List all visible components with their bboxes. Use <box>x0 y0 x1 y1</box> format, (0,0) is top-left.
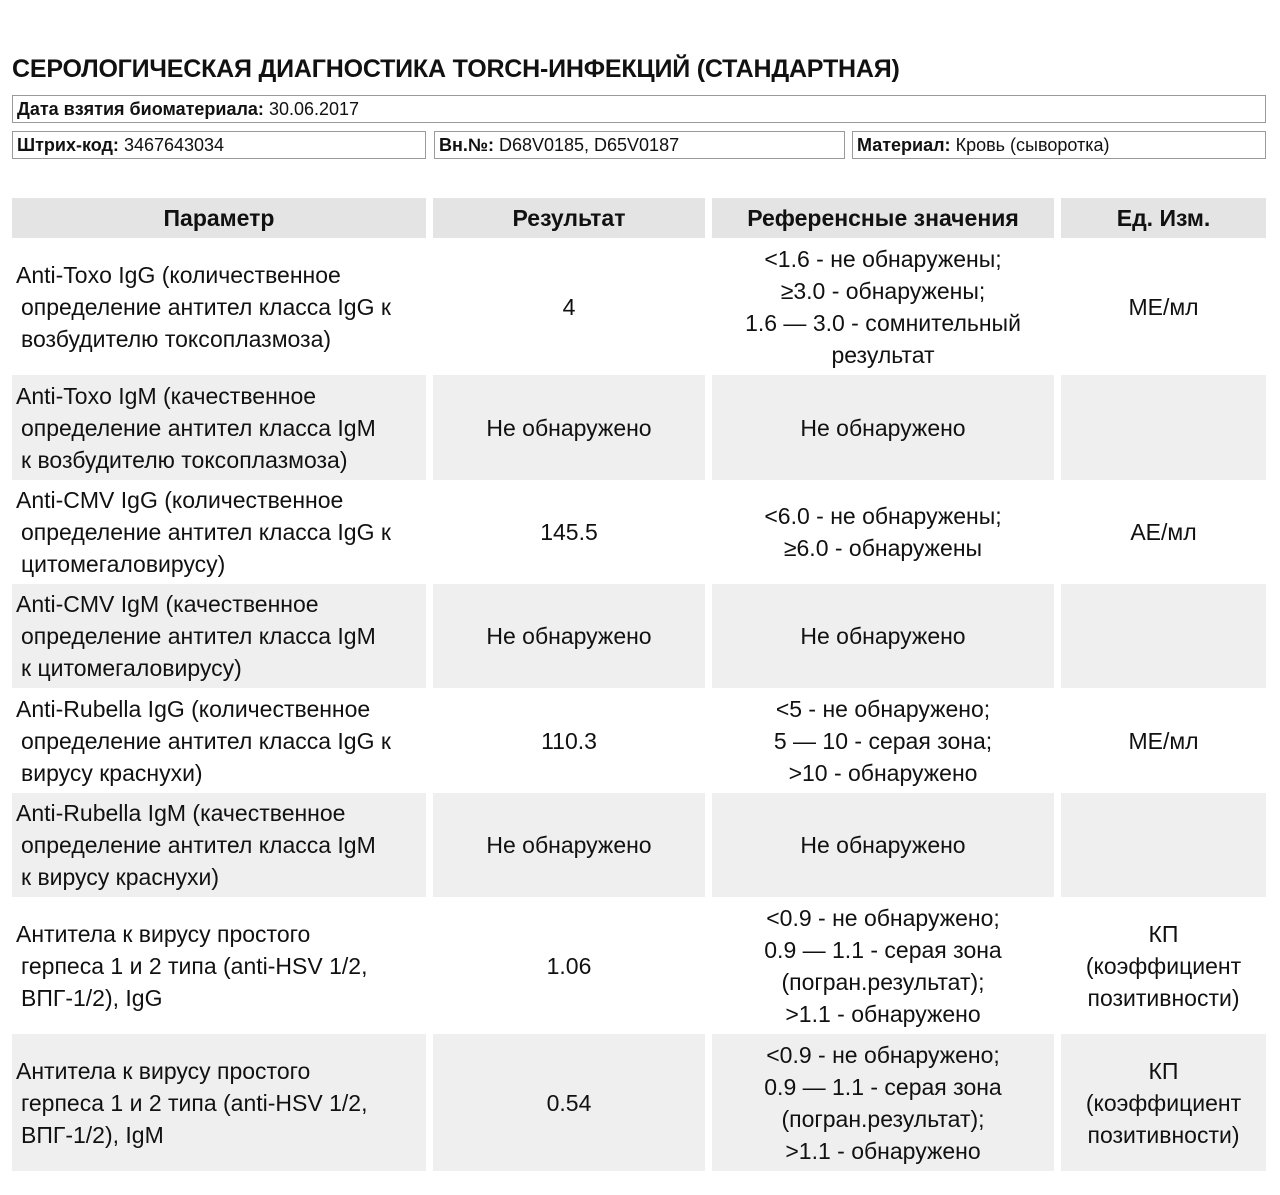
table-row <box>0 688 1280 793</box>
result-cell <box>433 480 705 584</box>
reference-cell <box>712 688 1054 793</box>
reference-line: 0.9 — 1.1 - серая зона <box>764 1073 1002 1100</box>
param-line: Антитела к вирусу простого <box>16 1057 311 1084</box>
unit-cell <box>1061 1034 1266 1171</box>
param-line: возбудителю токсоплазмоза) <box>21 325 332 352</box>
table-row <box>0 897 1280 1034</box>
unit-cell <box>1061 375 1266 480</box>
barcode-value: 3467643034 <box>123 135 225 155</box>
param-line: Anti-Toxo IgM (качественное <box>16 382 317 409</box>
header-parameter: Параметр <box>12 198 426 238</box>
reference-line: Не обнаружено <box>800 832 966 858</box>
reference-line: 5 — 10 - серая зона; <box>773 727 993 754</box>
result-cell <box>433 897 705 1034</box>
reference-line: >1.1 - обнаружено <box>785 1137 981 1164</box>
material-field <box>852 131 1266 159</box>
reference-cell <box>712 1034 1054 1171</box>
param-cell <box>12 688 426 793</box>
reference-line: ≥6.0 - обнаружены <box>783 535 983 561</box>
unit-line: МЕ/мл <box>1128 727 1199 754</box>
reference-line: 1.6 — 3.0 - сомнительный <box>745 309 1021 336</box>
result-line: 1.06 <box>546 952 592 979</box>
unit-cell <box>1061 480 1266 584</box>
param-line: к цитомегаловирусу) <box>21 655 242 681</box>
reference-line: >1.1 - обнаружено <box>785 1000 981 1027</box>
reference-line: <0.9 - не обнаружено; <box>766 904 1000 931</box>
reference-line: <6.0 - не обнаружены; <box>764 503 1002 529</box>
unit-cell <box>1061 897 1266 1034</box>
param-line: Anti-CMV IgG (количественное <box>16 487 344 513</box>
reference-line: Не обнаружено <box>800 414 966 441</box>
unit-line: КП <box>1148 1057 1179 1084</box>
barcode-label: Штрих-код: <box>17 135 119 155</box>
sample-date-value: 30.06.2017 <box>268 99 360 119</box>
result-cell <box>433 688 705 793</box>
reference-cell <box>712 480 1054 584</box>
reference-line: >10 - обнаружено <box>788 759 978 786</box>
param-cell <box>12 584 426 688</box>
unit-cell <box>1061 584 1266 688</box>
param-cell <box>12 897 426 1034</box>
material-label: Материал: <box>857 135 951 155</box>
reference-cell <box>712 238 1054 375</box>
unit-line: АЕ/мл <box>1130 519 1197 545</box>
param-line: ВПГ-1/2), IgG <box>21 984 163 1011</box>
reference-line: <5 - не обнаружено; <box>775 695 991 722</box>
page-title: СЕРОЛОГИЧЕСКАЯ ДИАГНОСТИКА TORCH-ИНФЕКЦИЙ (СТАНДАРТНАЯ) <box>12 55 900 83</box>
result-cell <box>433 1034 705 1171</box>
header-unit: Ед. Изм. <box>1061 198 1266 238</box>
table-row <box>0 793 1280 897</box>
unit-line: КП <box>1148 920 1179 947</box>
param-line: к вирусу краснухи) <box>21 864 220 890</box>
result-line: 110.3 <box>541 727 597 754</box>
param-line: Anti-Rubella IgG (количественное <box>16 695 371 722</box>
header-result: Результат <box>433 198 705 238</box>
reference-cell <box>712 793 1054 897</box>
table-row <box>0 1034 1280 1171</box>
table-row <box>0 375 1280 480</box>
param-line: определение антител класса IgM <box>21 832 376 858</box>
param-line: Anti-Rubella IgM (качественное <box>16 800 346 826</box>
result-cell <box>433 793 705 897</box>
param-line: определение антител класса IgM <box>21 414 376 441</box>
header-reference: Референсные значения <box>712 198 1054 238</box>
reference-line: 0.9 — 1.1 - серая зона <box>764 936 1002 963</box>
param-line: определение антител класса IgG к <box>21 293 391 320</box>
unit-line: МЕ/мл <box>1128 293 1199 320</box>
unit-cell <box>1061 238 1266 375</box>
param-line: Anti-Toxo IgG (количественное <box>16 261 341 288</box>
param-cell <box>12 1034 426 1171</box>
table-row <box>0 480 1280 584</box>
param-cell <box>12 375 426 480</box>
reference-cell <box>712 897 1054 1034</box>
param-cell <box>12 793 426 897</box>
result-line: Не обнаружено <box>486 623 652 649</box>
result-line: Не обнаружено <box>486 832 652 858</box>
unit-line: позитивности) <box>1087 1121 1240 1148</box>
param-line: герпеса 1 и 2 типа (anti-HSV 1/2, <box>21 952 368 979</box>
result-cell <box>433 375 705 480</box>
param-cell <box>12 480 426 584</box>
internal-number-field <box>434 131 845 159</box>
result-line: 0.54 <box>546 1089 592 1116</box>
reference-line: <0.9 - не обнаружено; <box>766 1041 1000 1068</box>
result-cell <box>433 238 705 375</box>
barcode-field <box>12 131 426 159</box>
internal-number-label: Вн.№: <box>439 135 494 155</box>
unit-cell <box>1061 793 1266 897</box>
param-line: ВПГ-1/2), IgM <box>21 1121 164 1148</box>
reference-line: Не обнаружено <box>800 623 966 649</box>
unit-line: (коэффициент <box>1085 952 1242 979</box>
result-line: 145.5 <box>540 519 598 545</box>
param-line: Антитела к вирусу простого <box>16 920 311 947</box>
param-line: герпеса 1 и 2 типа (anti-HSV 1/2, <box>21 1089 368 1116</box>
param-cell <box>12 238 426 375</box>
reference-line: результат <box>831 341 935 368</box>
reference-cell <box>712 584 1054 688</box>
reference-line: ≥3.0 - обнаружены; <box>780 277 986 304</box>
param-line: определение антител класса IgG к <box>21 519 391 545</box>
result-line: Не обнаружено <box>486 414 652 441</box>
param-line: Anti-CMV IgM (качественное <box>16 591 319 617</box>
reference-line: (погран.результат); <box>781 1105 985 1132</box>
result-line: 4 <box>562 293 576 320</box>
param-line: к возбудителю токсоплазмоза) <box>21 446 348 473</box>
result-cell <box>433 584 705 688</box>
param-line: вирусу краснухи) <box>21 759 203 786</box>
reference-line: (погран.результат); <box>781 968 985 995</box>
param-line: цитомегаловирусу) <box>21 551 226 577</box>
table-row <box>0 238 1280 375</box>
param-line: определение антител класса IgM <box>21 623 376 649</box>
unit-line: (коэффициент <box>1085 1089 1242 1116</box>
material-value: Кровь (сыворотка) <box>955 135 1110 155</box>
param-line: определение антител класса IgG к <box>21 727 391 754</box>
reference-line: <1.6 - не обнаружены; <box>764 245 1002 272</box>
table-row <box>0 584 1280 688</box>
unit-line: позитивности) <box>1087 984 1240 1011</box>
sample-date-label: Дата взятия биоматериала: <box>17 99 264 119</box>
reference-cell <box>712 375 1054 480</box>
unit-cell <box>1061 688 1266 793</box>
internal-number-value: D68V0185, D65V0187 <box>498 135 680 155</box>
sample-date-field <box>12 95 1266 123</box>
